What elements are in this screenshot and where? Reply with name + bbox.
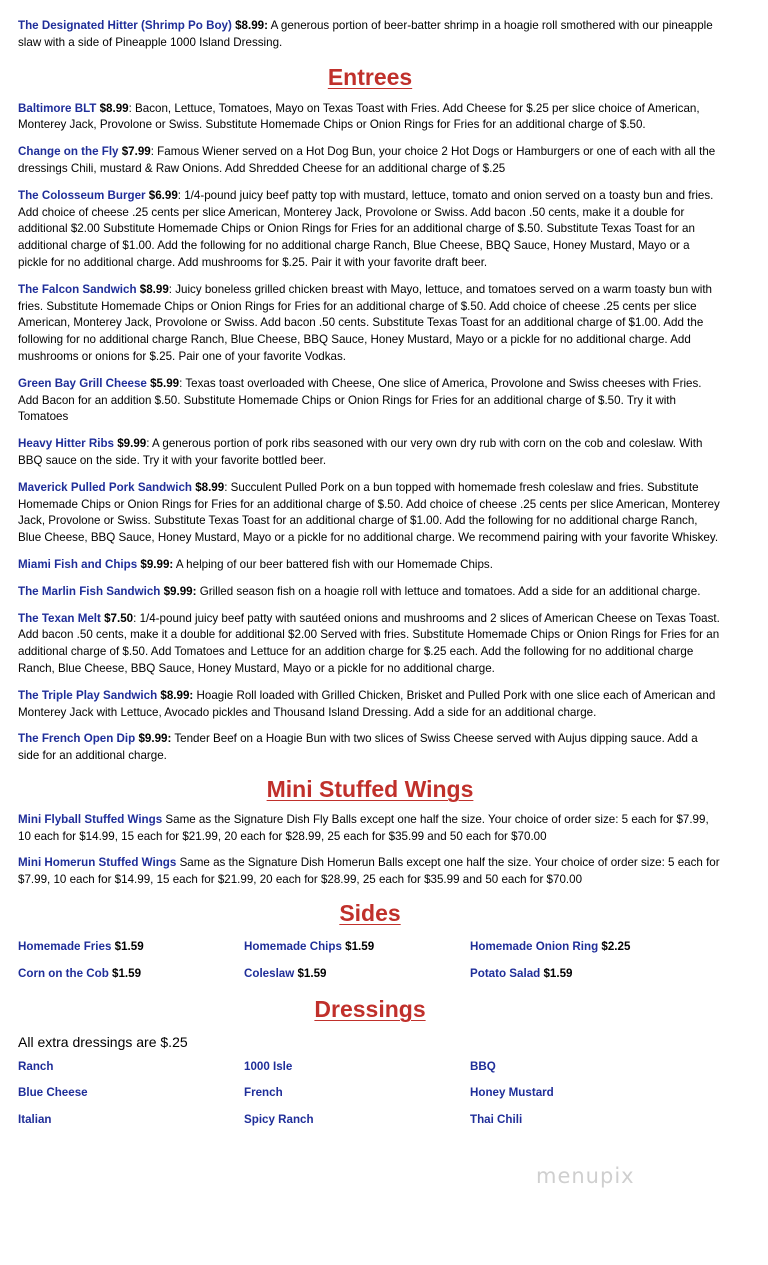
item-price: $1.59 bbox=[294, 966, 327, 980]
item-name: The Colosseum Burger bbox=[18, 188, 146, 202]
menu-item bbox=[18, 688, 722, 722]
menu-page bbox=[18, 18, 722, 1129]
menu-item bbox=[18, 188, 722, 272]
dressings-note: All extra dressings are $.25 bbox=[18, 1033, 188, 1050]
item-price: $8.99 bbox=[96, 101, 129, 115]
sides-row bbox=[18, 966, 722, 983]
item-description: Same as the Signature Dish Homerun Balls except one half the size. Your choice of order size: 5 each for $7.99, 10 each for $14.99, 15 each for $21.99, 20 each for $28.99, 25 each for $35.99 and 50 each for $70.00 bbox=[18, 856, 720, 887]
menu-item bbox=[18, 584, 722, 601]
dressings-grid bbox=[18, 1059, 722, 1129]
dressing-item: Honey Mustard bbox=[470, 1086, 554, 1100]
dressing-item: Blue Cheese bbox=[18, 1086, 88, 1100]
menu-item bbox=[18, 731, 722, 765]
item-description: Same as the Signature Dish Fly Balls except one half the size. Your choice of order size: 5 each for $7.99, 10 each for $14.99, 15 each for $21.99, 20 each for $28.99, 25 each for $35.99 and 50 each for $70.00 bbox=[18, 812, 709, 843]
dressing-item: Thai Chili bbox=[470, 1113, 523, 1127]
item-name: Miami Fish and Chips bbox=[18, 557, 138, 571]
dressing-item: BBQ bbox=[470, 1059, 496, 1073]
item-name: Potato Salad bbox=[470, 966, 541, 980]
item-name: Mini Flyball Stuffed Wings bbox=[18, 812, 163, 826]
section-title-sides: Sides bbox=[339, 900, 401, 927]
item-name: Homemade Chips bbox=[244, 940, 342, 954]
item-description: Tender Beef on a Hoagie Bun with two slices of Swiss Cheese served with Aujus dipping sauce. Add a side for an additional charge. bbox=[18, 732, 698, 763]
item-description: A helping of our beer battered fish with our Homemade Chips. bbox=[173, 557, 493, 571]
dressing-item: French bbox=[244, 1086, 283, 1100]
item-price: $7.50 bbox=[100, 611, 134, 625]
wings-list bbox=[18, 812, 722, 889]
dressing-item: Ranch bbox=[18, 1059, 54, 1073]
dressing-item: 1000 Isle bbox=[244, 1059, 293, 1073]
item-price: $9.99 bbox=[114, 437, 147, 451]
side-item bbox=[244, 966, 470, 983]
item-name: The Triple Play Sandwich bbox=[18, 688, 158, 702]
side-item bbox=[18, 966, 244, 983]
item-name: The French Open Dip bbox=[18, 732, 136, 746]
item-description: Hoagie Roll loaded with Grilled Chicken, Brisket and Pulled Pork with one slice each of American and Monterey Jack with Lettuce, Avocado pickles and Thousand Island Dressing. Add a side for an additional charge. bbox=[18, 688, 716, 719]
item-description: : Bacon, Lettuce, Tomatoes, Mayo on Texas Toast with Fries. Add Cheese for $.25 per slice choice of American, Monterey Jack, Provolone or Swiss. Substitute Homemade Chips or Onion Rings for Fries for an additional charge of $.50. bbox=[18, 101, 700, 132]
section-title-dressings: Dressings bbox=[314, 995, 426, 1022]
item-price: $7.99 bbox=[118, 145, 151, 159]
sides-row bbox=[18, 939, 722, 956]
menu-item bbox=[18, 101, 722, 135]
item-name: The Texan Melt bbox=[18, 611, 101, 625]
item-name: Maverick Pulled Pork Sandwich bbox=[18, 480, 192, 494]
item-price: $8.99: bbox=[235, 19, 268, 32]
menu-item bbox=[18, 855, 722, 889]
menu-item bbox=[18, 480, 722, 547]
item-description: A generous portion of beer-batter shrimp in a hoagie roll smothered with our pineapple slaw with a side of Pineapple 1000 Island Dressing. bbox=[18, 19, 713, 49]
item-name: Change on the Fly bbox=[18, 145, 119, 159]
dressings-row bbox=[18, 1112, 722, 1129]
section-title-entrees: Entrees bbox=[327, 63, 413, 90]
item-description: : Juicy boneless grilled chicken breast with Mayo, lettuce, and tomatoes served on a warm toasty bun with fries. Substitute Homemade Chips or Onion Rings for Fries for an additional charge of $.50. Add choice of cheese .25 cents per slice American, Monterey Jack, Provolone or Swiss. Add bacon .50 cents. Substitute Texas Toast for an additional charge of $1.00. Add the following for no additional charge Ranch, Blue Cheese, BBQ Sauce, Honey Mustard, Mayo or a pickle for no additional charge. Add mushrooms or onions for $.25. Pair one of your favorite Vodkas. bbox=[18, 282, 713, 363]
item-description: Grilled season fish on a hoagie roll with lettuce and tomatoes. Add a side for an additional charge. bbox=[196, 584, 701, 598]
item-name: The Falcon Sandwich bbox=[18, 282, 137, 296]
item-name: Homemade Fries bbox=[18, 940, 112, 954]
item-price: $9.99: bbox=[160, 584, 197, 598]
item-name: Mini Homerun Stuffed Wings bbox=[18, 856, 177, 870]
item-description: : Texas toast overloaded with Cheese, One slice of America, Provolone and Swiss cheeses with Fries. Add Bacon for an addition $.50. Substitute Homemade Chips or Onion Rings for Fries for an additional charge of $.50. Try it with Tomatoes bbox=[18, 376, 702, 424]
menu-item bbox=[18, 812, 722, 846]
menu-item bbox=[18, 557, 722, 574]
section-title-mini-stuffed-wings: Mini Stuffed Wings bbox=[266, 775, 474, 802]
menu-item bbox=[18, 282, 722, 366]
side-item bbox=[470, 966, 696, 983]
item-name: The Designated Hitter (Shrimp Po Boy) bbox=[18, 19, 232, 32]
item-price: $9.99: bbox=[135, 732, 172, 746]
side-item bbox=[244, 939, 470, 956]
item-description: : Famous Wiener served on a Hot Dog Bun, your choice 2 Hot Dogs or Hamburgers or one of each with all the dressings Chili, mustard & Raw Onions. Add Shredded Cheese for an additional charge of $.25 bbox=[18, 145, 716, 175]
dressing-item: Spicy Ranch bbox=[244, 1113, 314, 1127]
item-name: Corn on the Cob bbox=[18, 966, 109, 980]
dressings-row bbox=[18, 1085, 722, 1102]
item-name: Green Bay Grill Cheese bbox=[18, 376, 147, 390]
menu-item bbox=[18, 144, 722, 178]
item-name: Baltimore BLT bbox=[18, 101, 97, 115]
item-price: $8.99 bbox=[191, 480, 225, 494]
item-description: : Succulent Pulled Pork on a bun topped with homemade fresh coleslaw and fries. Substitute Homemade Chips or Onion Rings for Fries for an additional charge of $.50. Add choice of cheese .25 cents per slice American, Monterey Jack, Provolone or Swiss. Substitute Texas Toast for an additional charge of $1.00. Add the following for no additional charge Ranch, Blue Cheese, BBQ Sauce, Honey Mustard, Mayo or a pickle for no additional charge. We recommend pairing with your favorite Whiskey. bbox=[18, 480, 720, 545]
entrees-list bbox=[18, 101, 722, 765]
item-price: $1.59 bbox=[341, 940, 375, 954]
item-description: : 1/4-pound juicy beef patty with sautéed onions and mushrooms and 2 slices of American Cheese on Texas Toast. Add bacon .50 cents, make it a double for additional $2.00 Served with fries. Substitute Homemade Chips or Onion Rings for Fries for an additional charge of $.50. Add Tomatoes and Lettuce for an addition charge for $.25 each. Add the following for no additional charge Ranch, Blue Cheese, BBQ Sauce, Honey Mustard, Mayo or a pickle for no additional charge. bbox=[18, 611, 720, 675]
item-price: $8.99: bbox=[157, 688, 194, 702]
sides-grid bbox=[18, 939, 722, 983]
item-price: $8.99 bbox=[136, 282, 169, 296]
item-description: : 1/4-pound juicy beef patty top with mustard, lettuce, tomato and onion served on a toasty bun and fries. Add choice of cheese .25 cents per slice American, Monterey Jack, Provolone or Swiss. Add bacon .50 cents, make it a double for additional $2.00 Substitute Homemade Chips or Onion Rings for Fries for an additional charge of $.50. Substitute Texas Toast for an additional charge of $1.00. Add the following for no additional charge Ranch, Blue Cheese, BBQ Sauce, Honey Mustard, Mayo or a pickle for no additional charge. Add mushrooms for $.25. Pair it with your favorite draft beer. bbox=[18, 188, 714, 269]
item-price: $5.99 bbox=[146, 376, 180, 390]
item-price: $1.59 bbox=[111, 940, 144, 954]
watermark-logo: menupix bbox=[536, 1164, 635, 1188]
side-item bbox=[18, 939, 244, 956]
item-name: Homemade Onion Ring bbox=[470, 940, 599, 954]
item-price: $9.99: bbox=[137, 557, 174, 571]
menu-item bbox=[18, 611, 722, 678]
item-price: $2.25 bbox=[598, 940, 631, 954]
dressings-row bbox=[18, 1059, 722, 1076]
item-price: $6.99 bbox=[145, 188, 178, 202]
item-name: Heavy Hitter Ribs bbox=[18, 437, 115, 451]
item-name: The Marlin Fish Sandwich bbox=[18, 584, 161, 598]
item-name: Coleslaw bbox=[244, 966, 295, 980]
item-description: : A generous portion of pork ribs seasoned with our very own dry rub with corn on the cob and coleslaw. With BBQ sauce on the side. Try it with your favorite bottled beer. bbox=[18, 437, 703, 467]
menu-item bbox=[18, 436, 722, 470]
menu-item bbox=[18, 376, 722, 426]
menu-item-designated-hitter bbox=[18, 18, 722, 52]
side-item bbox=[470, 939, 696, 956]
item-price: $1.59 bbox=[108, 966, 142, 980]
dressing-item: Italian bbox=[18, 1113, 52, 1127]
item-price: $1.59 bbox=[540, 966, 573, 980]
